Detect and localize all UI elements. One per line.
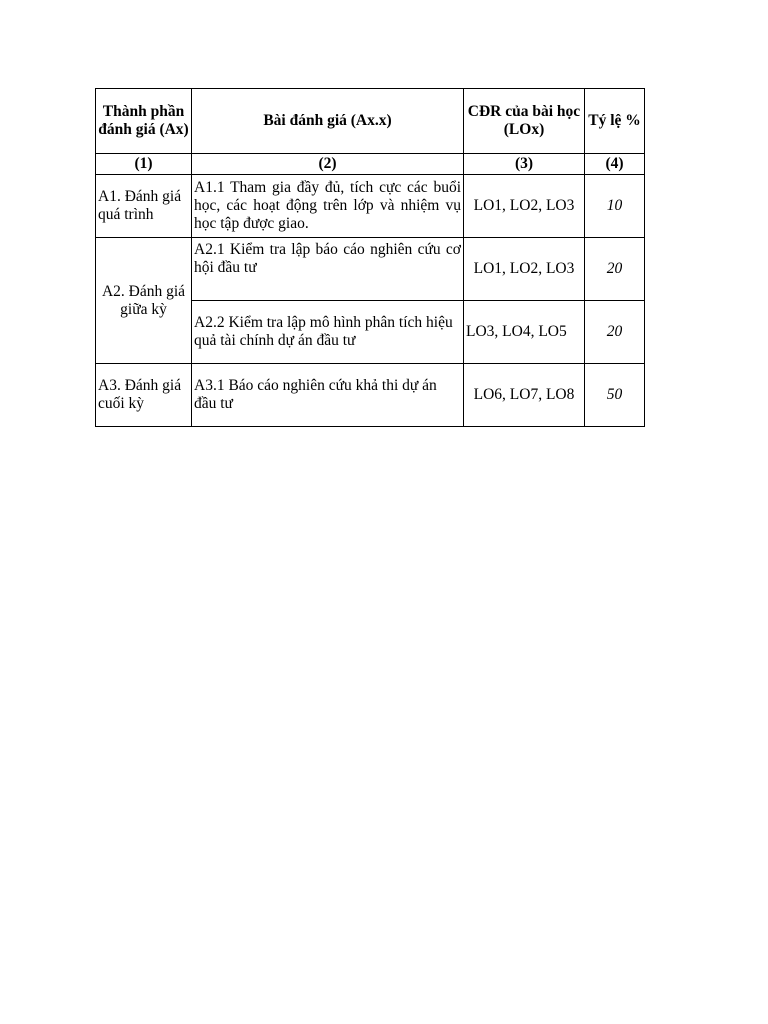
component-cell: A2. Đánh giá giữa kỳ: [96, 238, 192, 364]
assessment-cell: A2.1 Kiểm tra lập báo cáo nghiên cứu cơ hội đầu tư: [192, 238, 464, 301]
assessment-table: [95, 88, 645, 427]
assessment-cell: A1.1 Tham gia đầy đủ, tích cực các buổi học, các hoạt động trên lớp và nhiệm vụ học tập được giao.: [192, 175, 464, 238]
assessment-cell: A3.1 Báo cáo nghiên cứu khả thi dự án đầu tư: [192, 364, 464, 427]
header-row: [96, 89, 645, 154]
column-number-2: (2): [192, 154, 464, 175]
ratio-cell: 20: [585, 301, 645, 364]
header-outcomes: CĐR của bài học (LOx): [464, 89, 585, 154]
outcomes-cell: LO3, LO4, LO5: [464, 301, 585, 364]
table-row: [96, 238, 645, 301]
ratio-cell: 50: [585, 364, 645, 427]
column-number-4: (4): [585, 154, 645, 175]
ratio-cell: 10: [585, 175, 645, 238]
column-number-1: (1): [96, 154, 192, 175]
outcomes-cell: LO6, LO7, LO8: [464, 364, 585, 427]
assessment-cell: A2.2 Kiểm tra lập mô hình phân tích hiệu quả tài chính dự án đầu tư: [192, 301, 464, 364]
column-number-3: (3): [464, 154, 585, 175]
table-row: [96, 175, 645, 238]
column-number-row: [96, 154, 645, 175]
component-cell: A3. Đánh giá cuối kỳ: [96, 364, 192, 427]
table-row: [96, 364, 645, 427]
header-ratio: Tý lệ %: [585, 89, 645, 154]
outcomes-cell: LO1, LO2, LO3: [464, 238, 585, 301]
header-assessment: Bài đánh giá (Ax.x): [192, 89, 464, 154]
header-component: Thành phần đánh giá (Ax): [96, 89, 192, 154]
ratio-cell: 20: [585, 238, 645, 301]
outcomes-cell: LO1, LO2, LO3: [464, 175, 585, 238]
component-cell: A1. Đánh giá quá trình: [96, 175, 192, 238]
